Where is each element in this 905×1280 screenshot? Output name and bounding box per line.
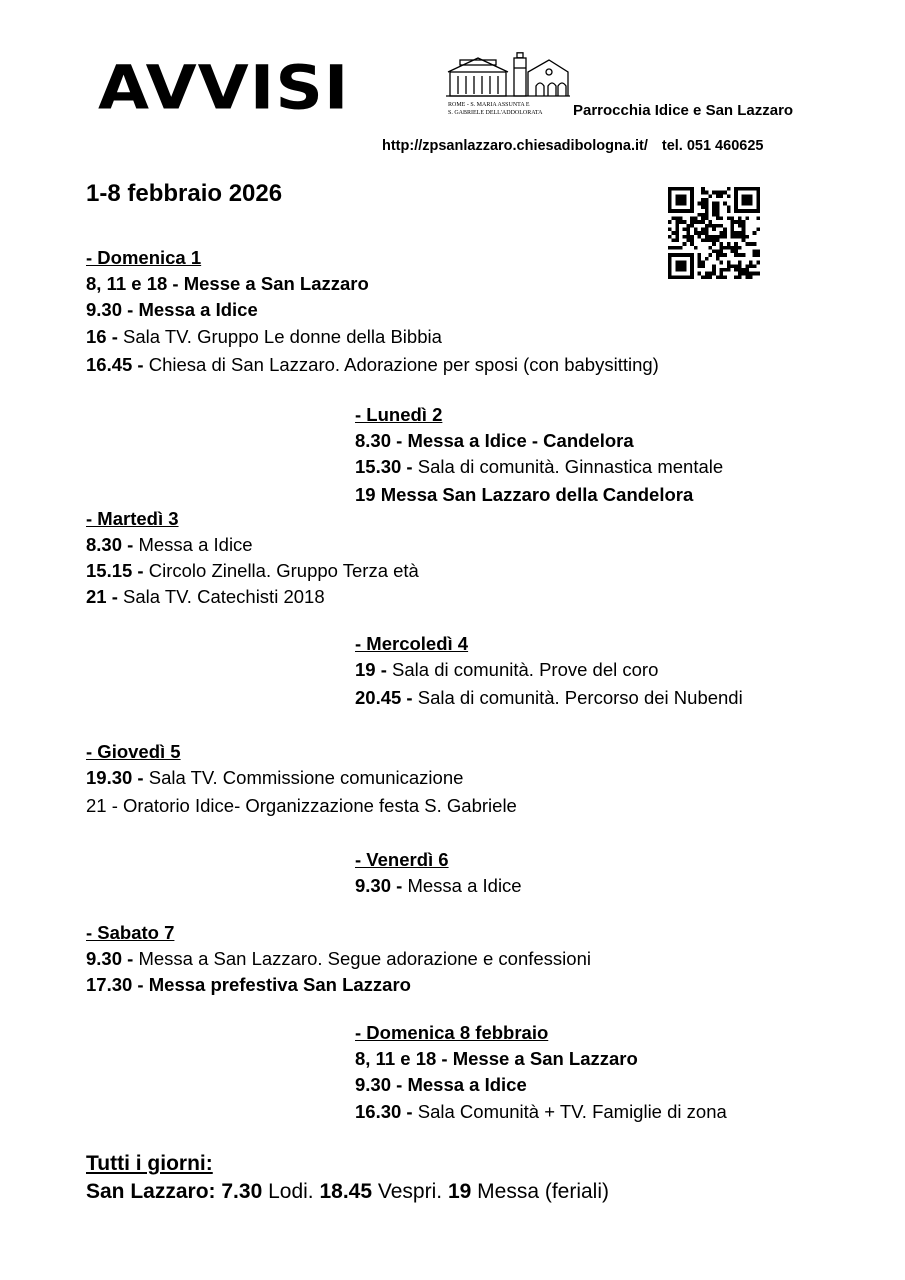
schedule-entry: 8.30 - Messa a Idice - Candelora [355,430,634,451]
day-heading: - Domenica 1 [86,247,202,268]
schedule-entry: 15.15 - Circolo Zinella. Gruppo Terza età [86,560,419,581]
parish-name: Parrocchia Idice e San Lazzaro [573,102,794,119]
day-heading: - Venerdì 6 [355,849,449,870]
schedule-entry: 16.45 - Chiesa di San Lazzaro. Adorazione per sposi (con babysitting) [86,354,659,375]
qr-code-icon[interactable] [668,187,760,279]
church-logo [446,52,570,118]
schedule-entry: 19.30 - Sala TV. Commissione comunicazione [86,767,464,788]
schedule-entry: 16 - Sala TV. Gruppo Le donne della Bibbia [86,326,442,347]
schedule-entry: 9.30 - Messa a Idice [355,1074,527,1095]
date-range: 1-8 febbraio 2026 [86,180,283,207]
logo-text-line-2: S. GABRIELE DELL'ADDOLORATA [448,110,543,116]
schedule-entry: 16.30 - Sala Comunità + TV. Famiglie di zona [355,1101,727,1122]
schedule-entry: 15.30 - Sala di comunità. Ginnastica mentale [355,456,724,477]
daily-schedule [86,1150,609,1206]
schedule-entry: 9.30 - Messa a Idice [355,875,522,896]
schedule-entry: 9.30 - Messa a Idice [86,299,258,320]
logo-text-line-1: ROME - S. MARIA ASSUNTA E [448,102,530,108]
schedule-entry: 9.30 - Messa a San Lazzaro. Segue adorazione e confessioni [86,948,591,969]
day-block-thursday-5 [86,739,517,819]
day-heading: - Martedì 3 [86,508,179,529]
day-block-sunday-8 [355,1020,727,1126]
day-block-wednesday-4 [355,631,743,711]
schedule-entry: 21 - Sala TV. Catechisti 2018 [86,586,325,607]
schedule-entry: 19 Messa San Lazzaro della Candelora [355,484,694,505]
schedule-entry: 20.45 - Sala di comunità. Percorso dei Nubendi [355,687,743,708]
schedule-entry: 8, 11 e 18 - Messe a San Lazzaro [86,273,369,294]
daily-entry: San Lazzaro: 7.30 Lodi. 18.45 Vespri. 19 Messa (feriali) [86,1180,609,1203]
day-block-friday-6 [355,847,522,899]
website-link[interactable]: http://zpsanlazzaro.chiesadibologna.it/ [382,138,648,154]
day-heading: - Sabato 7 [86,922,175,943]
schedule-entry: 19 - Sala di comunità. Prove del coro [355,659,659,680]
day-heading: - Domenica 8 febbraio [355,1022,549,1043]
daily-heading: Tutti i giorni: [86,1152,213,1175]
schedule-entry: 8, 11 e 18 - Messe a San Lazzaro [355,1048,638,1069]
day-heading: - Lunedì 2 [355,404,443,425]
schedule-entry: 21 - Oratorio Idice- Organizzazione festa S. Gabriele [86,795,517,816]
schedule-entry: 8.30 - Messa a Idice [86,534,253,555]
page-title: AVVISI [98,52,350,124]
day-heading: - Mercoledì 4 [355,633,469,654]
phone-number: tel. 051 460625 [661,138,764,154]
day-block-monday-2 [355,402,723,508]
day-block-sunday-1 [86,245,659,379]
day-block-saturday-7 [86,920,591,998]
schedule-entry: 17.30 - Messa prefestiva San Lazzaro [86,974,411,995]
day-block-tuesday-3 [86,506,419,610]
day-heading: - Giovedì 5 [86,741,181,762]
contact-line [382,138,763,154]
